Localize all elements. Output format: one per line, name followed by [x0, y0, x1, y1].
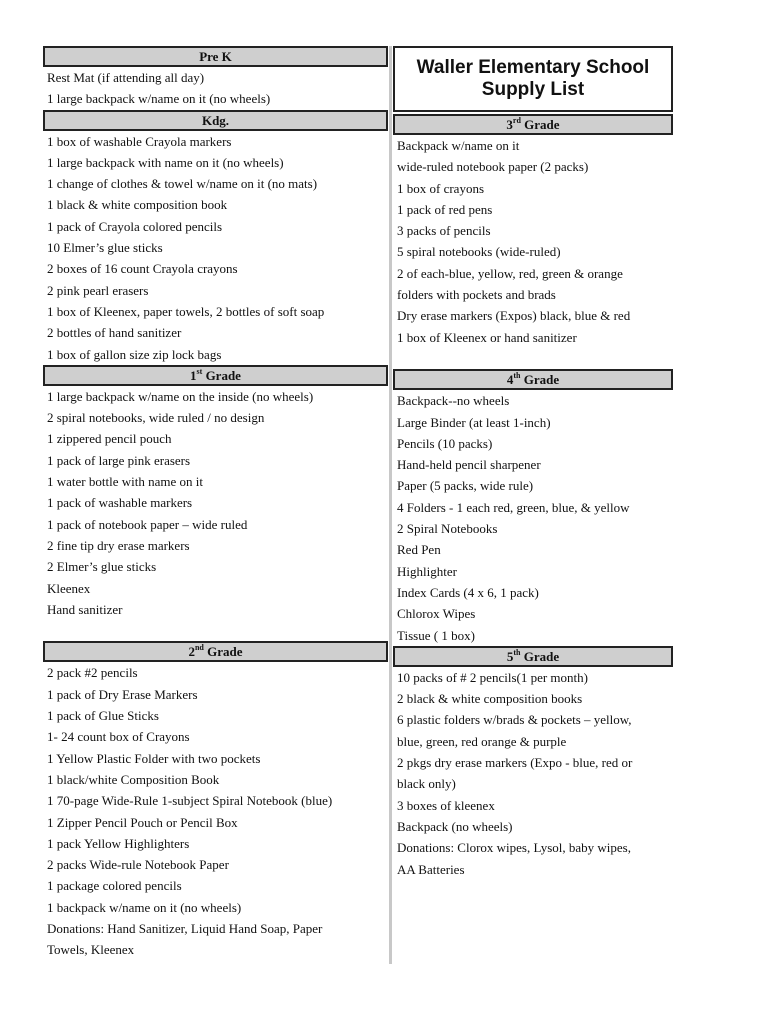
list-item: 1 pack of notebook paper – wide ruled — [47, 516, 248, 532]
list-item: 2 pack #2 pencils — [47, 665, 138, 681]
list-item: Chlorox Wipes — [397, 606, 476, 622]
list-item: 1 pack of Glue Sticks — [47, 708, 159, 724]
list-item: wide-ruled notebook paper (2 packs) — [397, 159, 589, 175]
list-item: 1 pack of large pink erasers — [47, 452, 191, 468]
list-item: 1- 24 count box of Crayons — [47, 729, 190, 745]
page-subtitle: Supply List — [481, 79, 585, 100]
grade5-list — [393, 667, 673, 880]
list-item: 1 large backpack with name on it (no wheels) — [47, 154, 284, 170]
grade4-header: 4th Grade — [393, 369, 673, 390]
list-item: 10 packs of # 2 pencils(1 per month) — [397, 669, 588, 685]
list-item: 1 pack Yellow Highlighters — [47, 835, 190, 851]
list-item: Paper (5 packs, wide rule) — [397, 478, 534, 494]
list-item: 3 packs of pencils — [397, 223, 491, 239]
grade2-header: 2nd Grade — [43, 641, 388, 662]
list-item: Backpack w/name on it — [397, 138, 520, 153]
title-box — [393, 46, 673, 112]
left-column — [43, 46, 388, 961]
list-item: 1 Zipper Pencil Pouch or Pencil Box — [47, 814, 238, 830]
list-item: 2 fine tip dry erase markers — [47, 537, 190, 553]
list-item: 1 large backpack w/name on the inside (no wheels) — [47, 388, 314, 404]
list-item: 1 backpack w/name on it (no wheels) — [47, 899, 242, 915]
list-item: 2 of each-blue, yellow, red, green & orange — [397, 265, 623, 281]
list-item: 1 pack of washable markers — [47, 495, 193, 511]
list-item: 2 Elmer’s glue sticks — [47, 559, 157, 575]
list-item: 1 package colored pencils — [47, 878, 182, 894]
grade4-list — [393, 390, 673, 646]
list-item: Pencils (10 packs) — [397, 435, 493, 451]
list-item: Index Cards (4 x 6, 1 pack) — [397, 584, 539, 600]
list-item: black only) — [397, 776, 456, 792]
list-item: Donations: Clorox wipes, Lysol, baby wipes, — [397, 840, 631, 856]
list-item: 2 pkgs dry erase markers (Expo - blue, red or — [397, 755, 633, 771]
column-divider — [389, 46, 392, 964]
list-item: 1 box of Kleenex, paper towels, 2 bottles of soft soap — [47, 303, 325, 319]
page-title: Waller Elementary School — [416, 57, 650, 78]
list-item: Highlighter — [397, 563, 457, 579]
list-item: Hand-held pencil sharpener — [397, 457, 541, 473]
list-item: Backpack (no wheels) — [397, 818, 513, 834]
prek-list — [43, 67, 388, 110]
grade1-header: 1st Grade — [43, 365, 388, 386]
list-item: 2 packs Wide-rule Notebook Paper — [47, 857, 229, 873]
list-item: AA Batteries — [397, 861, 465, 877]
list-item: 6 plastic folders w/brads & pockets – yellow, — [397, 712, 632, 728]
list-item: 1 change of clothes & towel w/name on it (no mats) — [47, 176, 318, 192]
kdg-list — [43, 131, 388, 365]
list-item: Tissue ( 1 box) — [397, 627, 475, 643]
list-item: Large Binder (at least 1-inch) — [397, 414, 551, 430]
list-item: 2 boxes of 16 count Crayola crayons — [47, 261, 238, 277]
grade3-list — [393, 135, 673, 369]
list-item: 2 spiral notebooks, wide ruled / no design — [47, 410, 265, 426]
list-item: 1 box of washable Crayola markers — [47, 133, 232, 149]
list-item: 1 water bottle with name on it — [47, 474, 203, 490]
list-item: Dry erase markers (Expos) black, blue & red — [397, 308, 631, 324]
list-item: 5 spiral notebooks (wide-ruled) — [397, 244, 561, 260]
list-item: Towels, Kleenex — [47, 942, 135, 958]
list-item: 1 pack of red pens — [397, 201, 493, 217]
list-item: Backpack--no wheels — [397, 393, 510, 409]
list-item: 1 pack of Crayola colored pencils — [47, 218, 223, 234]
list-item: 1 box of crayons — [397, 180, 485, 196]
list-item: 1 black/white Composition Book — [47, 771, 220, 787]
list-item: Rest Mat (if attending all day) — [47, 70, 205, 85]
kdg-header: Kdg. — [43, 110, 388, 131]
right-column — [393, 46, 673, 880]
list-item: Donations: Hand Sanitizer, Liquid Hand Soap, Paper — [47, 921, 323, 937]
list-item: Hand sanitizer — [47, 601, 123, 617]
list-item: 1 70-page Wide-Rule 1-subject Spiral Notebook (blue) — [47, 793, 333, 809]
list-item: 1 box of Kleenex or hand sanitizer — [397, 329, 577, 345]
list-item: 3 boxes of kleenex — [397, 797, 495, 813]
grade3-header: 3rd Grade — [393, 114, 673, 135]
list-item: 1 Yellow Plastic Folder with two pockets — [47, 750, 261, 766]
list-item: 1 zippered pencil pouch — [47, 431, 172, 447]
list-item: 1 box of gallon size zip lock bags — [47, 346, 222, 362]
list-item: 10 Elmer’s glue sticks — [47, 240, 163, 256]
list-item: blue, green, red orange & purple — [397, 733, 567, 749]
list-item: 1 pack of Dry Erase Markers — [47, 686, 198, 702]
list-item: folders with pockets and brads — [397, 287, 556, 303]
prek-header: Pre K — [43, 46, 388, 67]
list-item: 1 large backpack w/name on it (no wheels) — [47, 91, 271, 107]
list-item: 2 bottles of hand sanitizer — [47, 325, 182, 341]
list-item: 4 Folders - 1 each red, green, blue, & yellow — [397, 499, 630, 515]
list-item: 2 pink pearl erasers — [47, 282, 149, 298]
grade1-list — [43, 386, 388, 642]
grade2-list — [43, 662, 388, 960]
list-item: 2 black & white composition books — [397, 691, 583, 707]
list-item: Kleenex — [47, 580, 91, 596]
list-item: 2 Spiral Notebooks — [397, 521, 498, 537]
list-item: 1 black & white composition book — [47, 197, 228, 213]
grade5-header: 5th Grade — [393, 646, 673, 667]
list-item: Red Pen — [397, 542, 441, 558]
